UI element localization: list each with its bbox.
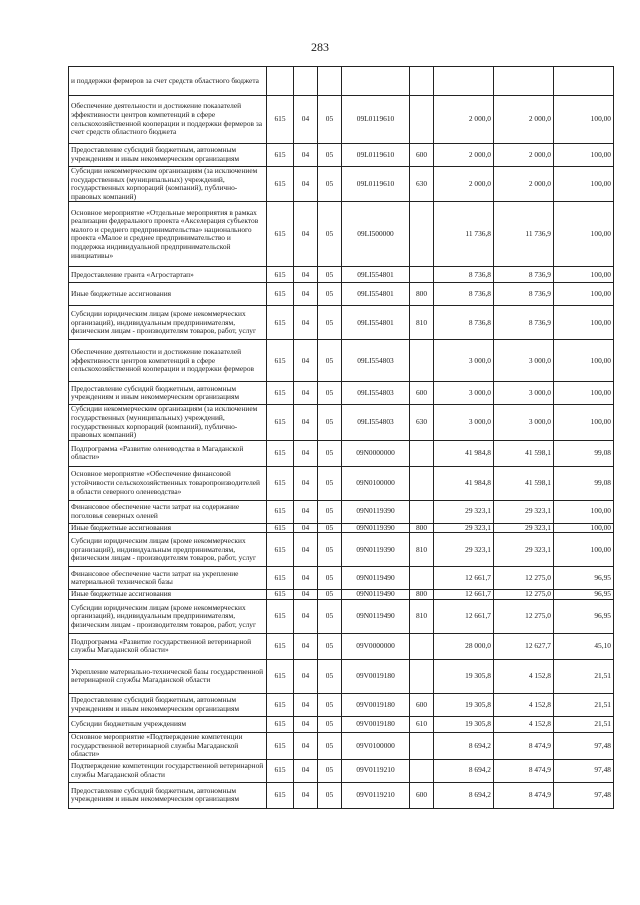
cell-target-article: 09LI554801 bbox=[342, 267, 410, 283]
cell-name: Иные бюджетные ассигнования bbox=[69, 523, 267, 533]
cell-planned bbox=[434, 67, 494, 96]
cell-executed: 8 474,9 bbox=[494, 759, 554, 782]
cell-executed: 12 627,7 bbox=[494, 633, 554, 659]
page-number: 283 bbox=[311, 40, 329, 54]
cell-percent: 100,00 bbox=[554, 267, 614, 283]
table-row bbox=[69, 567, 614, 590]
cell-executed: 3 000,0 bbox=[494, 340, 554, 382]
cell-section: 04 bbox=[294, 405, 318, 440]
cell-admin-code: 615 bbox=[267, 732, 294, 759]
cell-name: Субсидии юридическим лицам (кроме некоммерческих организаций), индивидуальным предпринимателям, физическим лицам - производителям товаров, работ, услуг bbox=[69, 599, 267, 633]
cell-target-article: 09V0000000 bbox=[342, 633, 410, 659]
cell-target-article: 09V0119210 bbox=[342, 759, 410, 782]
cell-admin-code: 615 bbox=[267, 96, 294, 144]
cell-planned: 8 736,8 bbox=[434, 267, 494, 283]
cell-planned: 28 000,0 bbox=[434, 633, 494, 659]
cell-subsection: 05 bbox=[318, 590, 342, 600]
cell-section: 04 bbox=[294, 500, 318, 523]
cell-executed: 12 275,0 bbox=[494, 590, 554, 600]
cell-target-article: 09N0119390 bbox=[342, 523, 410, 533]
cell-admin-code: 615 bbox=[267, 267, 294, 283]
cell-expense-type: 630 bbox=[410, 405, 434, 440]
cell-percent: 21,51 bbox=[554, 693, 614, 716]
cell-name: Предоставление субсидий бюджетным, автономным учреждениям и иным некоммерческим организациям bbox=[69, 144, 267, 167]
cell-subsection: 05 bbox=[318, 782, 342, 808]
cell-name: Субсидии бюджетным учреждениям bbox=[69, 716, 267, 732]
cell-expense-type bbox=[410, 732, 434, 759]
cell-subsection: 05 bbox=[318, 202, 342, 267]
cell-admin-code: 615 bbox=[267, 382, 294, 405]
cell-section: 04 bbox=[294, 567, 318, 590]
cell-subsection: 05 bbox=[318, 500, 342, 523]
cell-subsection: 05 bbox=[318, 693, 342, 716]
table-row bbox=[69, 144, 614, 167]
cell-target-article: 09LI554803 bbox=[342, 405, 410, 440]
table-row bbox=[69, 693, 614, 716]
cell-subsection: 05 bbox=[318, 382, 342, 405]
cell-expense-type: 810 bbox=[410, 599, 434, 633]
cell-name: Иные бюджетные ассигнования bbox=[69, 283, 267, 306]
cell-name: Обеспечение деятельности и достижение показателей эффективности центров компетенций в сфере сельскохозяйственной кооперации и поддержки фермеров bbox=[69, 340, 267, 382]
cell-target-article: 09N0119490 bbox=[342, 590, 410, 600]
cell-executed: 3 000,0 bbox=[494, 405, 554, 440]
table-row bbox=[69, 96, 614, 144]
cell-admin-code: 615 bbox=[267, 567, 294, 590]
cell-name: Предоставление субсидий бюджетным, автономным учреждениям и иным некоммерческим организациям bbox=[69, 382, 267, 405]
cell-name: Обеспечение деятельности и достижение показателей эффективности центров компетенций в сфере сельскохозяйственной кооперации и поддержки фермеров за счет средств областного бюджета bbox=[69, 96, 267, 144]
cell-section: 04 bbox=[294, 283, 318, 306]
cell-planned: 29 323,1 bbox=[434, 523, 494, 533]
table-row bbox=[69, 202, 614, 267]
cell-section: 04 bbox=[294, 167, 318, 202]
cell-percent: 100,00 bbox=[554, 96, 614, 144]
cell-planned: 8 694,2 bbox=[434, 782, 494, 808]
cell-planned: 3 000,0 bbox=[434, 382, 494, 405]
cell-executed: 8 474,9 bbox=[494, 782, 554, 808]
cell-expense-type bbox=[410, 440, 434, 466]
cell-percent: 96,95 bbox=[554, 599, 614, 633]
cell-section: 04 bbox=[294, 382, 318, 405]
cell-expense-type bbox=[410, 567, 434, 590]
cell-name: Финансовое обеспечение части затрат на содержание поголовья северных оленей bbox=[69, 500, 267, 523]
cell-expense-type: 610 bbox=[410, 716, 434, 732]
cell-planned: 12 661,7 bbox=[434, 567, 494, 590]
cell-admin-code: 615 bbox=[267, 693, 294, 716]
cell-name: Предоставление субсидий бюджетным, автономным учреждениям и иным некоммерческим организациям bbox=[69, 782, 267, 808]
cell-percent: 100,00 bbox=[554, 283, 614, 306]
table-row bbox=[69, 267, 614, 283]
cell-subsection: 05 bbox=[318, 523, 342, 533]
cell-executed: 29 323,1 bbox=[494, 533, 554, 567]
cell-target-article: 09N0000000 bbox=[342, 440, 410, 466]
cell-name: Основное мероприятие «Отдельные мероприятия в рамках реализации федерального проекта «Акселерация субъектов малого и среднего предпринимательства» национального проекта «Малое и среднее предпринимательство и поддержка индивидуальной предпринимательской инициативы» bbox=[69, 202, 267, 267]
cell-target-article: 09LI554801 bbox=[342, 283, 410, 306]
cell-name: Подтверждение компетенции государственной ветеринарной службы Магаданской области bbox=[69, 759, 267, 782]
cell-admin-code: 615 bbox=[267, 405, 294, 440]
cell-expense-type bbox=[410, 659, 434, 693]
cell-admin-code: 615 bbox=[267, 466, 294, 500]
table-row bbox=[69, 523, 614, 533]
cell-name: Основное мероприятие «Подтверждение компетенции государственной ветеринарной службы Магаданской области» bbox=[69, 732, 267, 759]
cell-admin-code bbox=[267, 67, 294, 96]
cell-executed: 12 275,0 bbox=[494, 599, 554, 633]
cell-subsection: 05 bbox=[318, 405, 342, 440]
cell-expense-type bbox=[410, 96, 434, 144]
cell-subsection: 05 bbox=[318, 533, 342, 567]
cell-planned: 29 323,1 bbox=[434, 500, 494, 523]
cell-name: Субсидии юридическим лицам (кроме некоммерческих организаций), индивидуальным предпринимателям, физическим лицам - производителям товаров, работ, услуг bbox=[69, 306, 267, 340]
cell-expense-type: 800 bbox=[410, 283, 434, 306]
cell-admin-code: 615 bbox=[267, 533, 294, 567]
cell-admin-code: 615 bbox=[267, 523, 294, 533]
cell-subsection: 05 bbox=[318, 732, 342, 759]
cell-expense-type bbox=[410, 267, 434, 283]
cell-admin-code: 615 bbox=[267, 283, 294, 306]
table-row bbox=[69, 440, 614, 466]
cell-subsection: 05 bbox=[318, 633, 342, 659]
cell-executed: 4 152,8 bbox=[494, 659, 554, 693]
cell-target-article: 09V0100000 bbox=[342, 732, 410, 759]
cell-planned: 8 694,2 bbox=[434, 759, 494, 782]
cell-subsection: 05 bbox=[318, 306, 342, 340]
cell-planned: 2 000,0 bbox=[434, 144, 494, 167]
cell-planned: 29 323,1 bbox=[434, 533, 494, 567]
cell-expense-type: 810 bbox=[410, 306, 434, 340]
cell-expense-type bbox=[410, 759, 434, 782]
cell-target-article: 09V0119210 bbox=[342, 782, 410, 808]
cell-planned: 8 736,8 bbox=[434, 283, 494, 306]
cell-planned: 19 305,8 bbox=[434, 716, 494, 732]
table-row bbox=[69, 466, 614, 500]
table-row bbox=[69, 782, 614, 808]
cell-expense-type bbox=[410, 67, 434, 96]
cell-executed: 2 000,0 bbox=[494, 144, 554, 167]
cell-target-article: 09LI554803 bbox=[342, 382, 410, 405]
table-row bbox=[69, 306, 614, 340]
cell-admin-code: 615 bbox=[267, 716, 294, 732]
cell-name: Подпрограмма «Развитие оленеводства в Магаданской области» bbox=[69, 440, 267, 466]
cell-admin-code: 615 bbox=[267, 167, 294, 202]
cell-expense-type: 600 bbox=[410, 693, 434, 716]
cell-expense-type bbox=[410, 202, 434, 267]
cell-planned: 19 305,8 bbox=[434, 693, 494, 716]
cell-name: Подпрограмма «Развитие государственной ветеринарной службы Магаданской области» bbox=[69, 633, 267, 659]
cell-executed: 3 000,0 bbox=[494, 382, 554, 405]
cell-subsection: 05 bbox=[318, 167, 342, 202]
cell-planned: 3 000,0 bbox=[434, 340, 494, 382]
cell-percent: 21,51 bbox=[554, 716, 614, 732]
cell-expense-type bbox=[410, 500, 434, 523]
cell-subsection: 05 bbox=[318, 340, 342, 382]
cell-section: 04 bbox=[294, 732, 318, 759]
cell-section: 04 bbox=[294, 523, 318, 533]
cell-name: Финансовое обеспечение части затрат на укрепление материальной технической базы bbox=[69, 567, 267, 590]
cell-percent: 100,00 bbox=[554, 405, 614, 440]
cell-subsection: 05 bbox=[318, 466, 342, 500]
cell-percent: 100,00 bbox=[554, 306, 614, 340]
cell-percent: 97,48 bbox=[554, 732, 614, 759]
table-row bbox=[69, 382, 614, 405]
table-row bbox=[69, 590, 614, 600]
cell-executed: 12 275,0 bbox=[494, 567, 554, 590]
cell-subsection: 05 bbox=[318, 283, 342, 306]
cell-executed: 4 152,8 bbox=[494, 716, 554, 732]
cell-section: 04 bbox=[294, 633, 318, 659]
cell-section: 04 bbox=[294, 782, 318, 808]
cell-name: Субсидии юридическим лицам (кроме некоммерческих организаций), индивидуальным предпринимателям, физическим лицам - производителям товаров, работ, услуг bbox=[69, 533, 267, 567]
cell-section: 04 bbox=[294, 96, 318, 144]
table-row bbox=[69, 500, 614, 523]
cell-target-article bbox=[342, 67, 410, 96]
cell-planned: 19 305,8 bbox=[434, 659, 494, 693]
cell-percent: 100,00 bbox=[554, 500, 614, 523]
table-row bbox=[69, 716, 614, 732]
cell-section: 04 bbox=[294, 759, 318, 782]
cell-subsection: 05 bbox=[318, 599, 342, 633]
cell-target-article: 09V0019180 bbox=[342, 659, 410, 693]
cell-percent: 99,08 bbox=[554, 440, 614, 466]
cell-subsection: 05 bbox=[318, 659, 342, 693]
table-row bbox=[69, 283, 614, 306]
cell-executed: 8 474,9 bbox=[494, 732, 554, 759]
cell-target-article: 09LI500000 bbox=[342, 202, 410, 267]
cell-percent: 100,00 bbox=[554, 523, 614, 533]
cell-section bbox=[294, 67, 318, 96]
cell-executed: 41 598,1 bbox=[494, 466, 554, 500]
cell-subsection bbox=[318, 67, 342, 96]
cell-percent: 96,95 bbox=[554, 567, 614, 590]
cell-target-article: 09L0119610 bbox=[342, 144, 410, 167]
cell-planned: 11 736,8 bbox=[434, 202, 494, 267]
cell-expense-type: 630 bbox=[410, 167, 434, 202]
cell-name: Иные бюджетные ассигнования bbox=[69, 590, 267, 600]
cell-section: 04 bbox=[294, 716, 318, 732]
cell-executed: 2 000,0 bbox=[494, 96, 554, 144]
cell-target-article: 09LI554801 bbox=[342, 306, 410, 340]
table-row bbox=[69, 599, 614, 633]
cell-executed: 4 152,8 bbox=[494, 693, 554, 716]
cell-target-article: 09N0119490 bbox=[342, 567, 410, 590]
cell-target-article: 09N0119390 bbox=[342, 533, 410, 567]
cell-executed: 29 323,1 bbox=[494, 523, 554, 533]
cell-subsection: 05 bbox=[318, 440, 342, 466]
budget-table bbox=[68, 66, 614, 809]
cell-section: 04 bbox=[294, 306, 318, 340]
cell-subsection: 05 bbox=[318, 144, 342, 167]
cell-planned: 2 000,0 bbox=[434, 167, 494, 202]
cell-section: 04 bbox=[294, 144, 318, 167]
table-row bbox=[69, 633, 614, 659]
cell-section: 04 bbox=[294, 599, 318, 633]
cell-admin-code: 615 bbox=[267, 144, 294, 167]
cell-target-article: 09N0119490 bbox=[342, 599, 410, 633]
cell-executed: 8 736,9 bbox=[494, 267, 554, 283]
cell-admin-code: 615 bbox=[267, 340, 294, 382]
cell-section: 04 bbox=[294, 659, 318, 693]
cell-executed: 8 736,9 bbox=[494, 306, 554, 340]
cell-target-article: 09V0019180 bbox=[342, 693, 410, 716]
cell-subsection: 05 bbox=[318, 567, 342, 590]
cell-subsection: 05 bbox=[318, 267, 342, 283]
cell-subsection: 05 bbox=[318, 716, 342, 732]
table-row bbox=[69, 340, 614, 382]
table-row bbox=[69, 405, 614, 440]
cell-target-article: 09N0100000 bbox=[342, 466, 410, 500]
cell-name: Основное мероприятие «Обеспечение финансовой устойчивости сельскохозяйственных товаропроизводителей в области северного оленеводства» bbox=[69, 466, 267, 500]
cell-target-article: 09L0119610 bbox=[342, 96, 410, 144]
cell-executed: 29 323,1 bbox=[494, 500, 554, 523]
cell-expense-type: 600 bbox=[410, 382, 434, 405]
cell-executed: 2 000,0 bbox=[494, 167, 554, 202]
cell-admin-code: 615 bbox=[267, 759, 294, 782]
cell-planned: 12 661,7 bbox=[434, 590, 494, 600]
cell-percent: 100,00 bbox=[554, 533, 614, 567]
cell-planned: 41 984,8 bbox=[434, 466, 494, 500]
cell-subsection: 05 bbox=[318, 96, 342, 144]
cell-executed bbox=[494, 67, 554, 96]
cell-percent bbox=[554, 67, 614, 96]
cell-expense-type bbox=[410, 633, 434, 659]
cell-admin-code: 615 bbox=[267, 202, 294, 267]
table-body bbox=[69, 67, 614, 809]
table-row bbox=[69, 759, 614, 782]
cell-target-article: 09L0119610 bbox=[342, 167, 410, 202]
cell-target-article: 09V0019180 bbox=[342, 716, 410, 732]
cell-expense-type: 800 bbox=[410, 523, 434, 533]
cell-percent: 100,00 bbox=[554, 340, 614, 382]
cell-expense-type: 600 bbox=[410, 144, 434, 167]
table-row bbox=[69, 533, 614, 567]
cell-executed: 8 736,9 bbox=[494, 283, 554, 306]
cell-percent: 21,51 bbox=[554, 659, 614, 693]
table-row bbox=[69, 67, 614, 96]
cell-percent: 100,00 bbox=[554, 144, 614, 167]
cell-name: Предоставление субсидий бюджетным, автономным учреждениям и иным некоммерческим организациям bbox=[69, 693, 267, 716]
cell-name: Укрепление материально-технической базы государственной ветеринарной службы Магаданской области bbox=[69, 659, 267, 693]
cell-expense-type: 810 bbox=[410, 533, 434, 567]
cell-name: Субсидии некоммерческим организациям (за исключением государственных (муниципальных) учреждений, государственных корпораций (компаний), публично-правовых компаний) bbox=[69, 405, 267, 440]
cell-admin-code: 615 bbox=[267, 633, 294, 659]
cell-section: 04 bbox=[294, 590, 318, 600]
cell-planned: 2 000,0 bbox=[434, 96, 494, 144]
cell-name: Субсидии некоммерческим организациям (за исключением государственных (муниципальных) учреждений, государственных корпораций (компаний), публично-правовых компаний) bbox=[69, 167, 267, 202]
cell-target-article: 09LI554803 bbox=[342, 340, 410, 382]
cell-planned: 41 984,8 bbox=[434, 440, 494, 466]
cell-section: 04 bbox=[294, 202, 318, 267]
cell-admin-code: 615 bbox=[267, 306, 294, 340]
cell-expense-type: 600 bbox=[410, 782, 434, 808]
table-row bbox=[69, 167, 614, 202]
cell-percent: 96,95 bbox=[554, 590, 614, 600]
cell-name: Предоставление гранта «Агростартап» bbox=[69, 267, 267, 283]
cell-section: 04 bbox=[294, 267, 318, 283]
cell-planned: 12 661,7 bbox=[434, 599, 494, 633]
cell-executed: 11 736,9 bbox=[494, 202, 554, 267]
cell-admin-code: 615 bbox=[267, 599, 294, 633]
table-row bbox=[69, 659, 614, 693]
cell-expense-type: 800 bbox=[410, 590, 434, 600]
cell-section: 04 bbox=[294, 340, 318, 382]
cell-name: и поддержки фермеров за счет средств областного бюджета bbox=[69, 67, 267, 96]
cell-percent: 45,10 bbox=[554, 633, 614, 659]
cell-percent: 100,00 bbox=[554, 382, 614, 405]
table-row bbox=[69, 732, 614, 759]
cell-planned: 8 694,2 bbox=[434, 732, 494, 759]
cell-planned: 3 000,0 bbox=[434, 405, 494, 440]
cell-section: 04 bbox=[294, 466, 318, 500]
cell-planned: 8 736,8 bbox=[434, 306, 494, 340]
cell-admin-code: 615 bbox=[267, 440, 294, 466]
cell-executed: 41 598,1 bbox=[494, 440, 554, 466]
cell-admin-code: 615 bbox=[267, 500, 294, 523]
cell-admin-code: 615 bbox=[267, 590, 294, 600]
cell-percent: 97,48 bbox=[554, 759, 614, 782]
cell-expense-type bbox=[410, 340, 434, 382]
cell-admin-code: 615 bbox=[267, 659, 294, 693]
cell-admin-code: 615 bbox=[267, 782, 294, 808]
cell-section: 04 bbox=[294, 533, 318, 567]
cell-percent: 100,00 bbox=[554, 202, 614, 267]
cell-expense-type bbox=[410, 466, 434, 500]
cell-percent: 97,48 bbox=[554, 782, 614, 808]
cell-percent: 99,08 bbox=[554, 466, 614, 500]
cell-percent: 100,00 bbox=[554, 167, 614, 202]
cell-subsection: 05 bbox=[318, 759, 342, 782]
cell-target-article: 09N0119390 bbox=[342, 500, 410, 523]
cell-section: 04 bbox=[294, 693, 318, 716]
cell-section: 04 bbox=[294, 440, 318, 466]
